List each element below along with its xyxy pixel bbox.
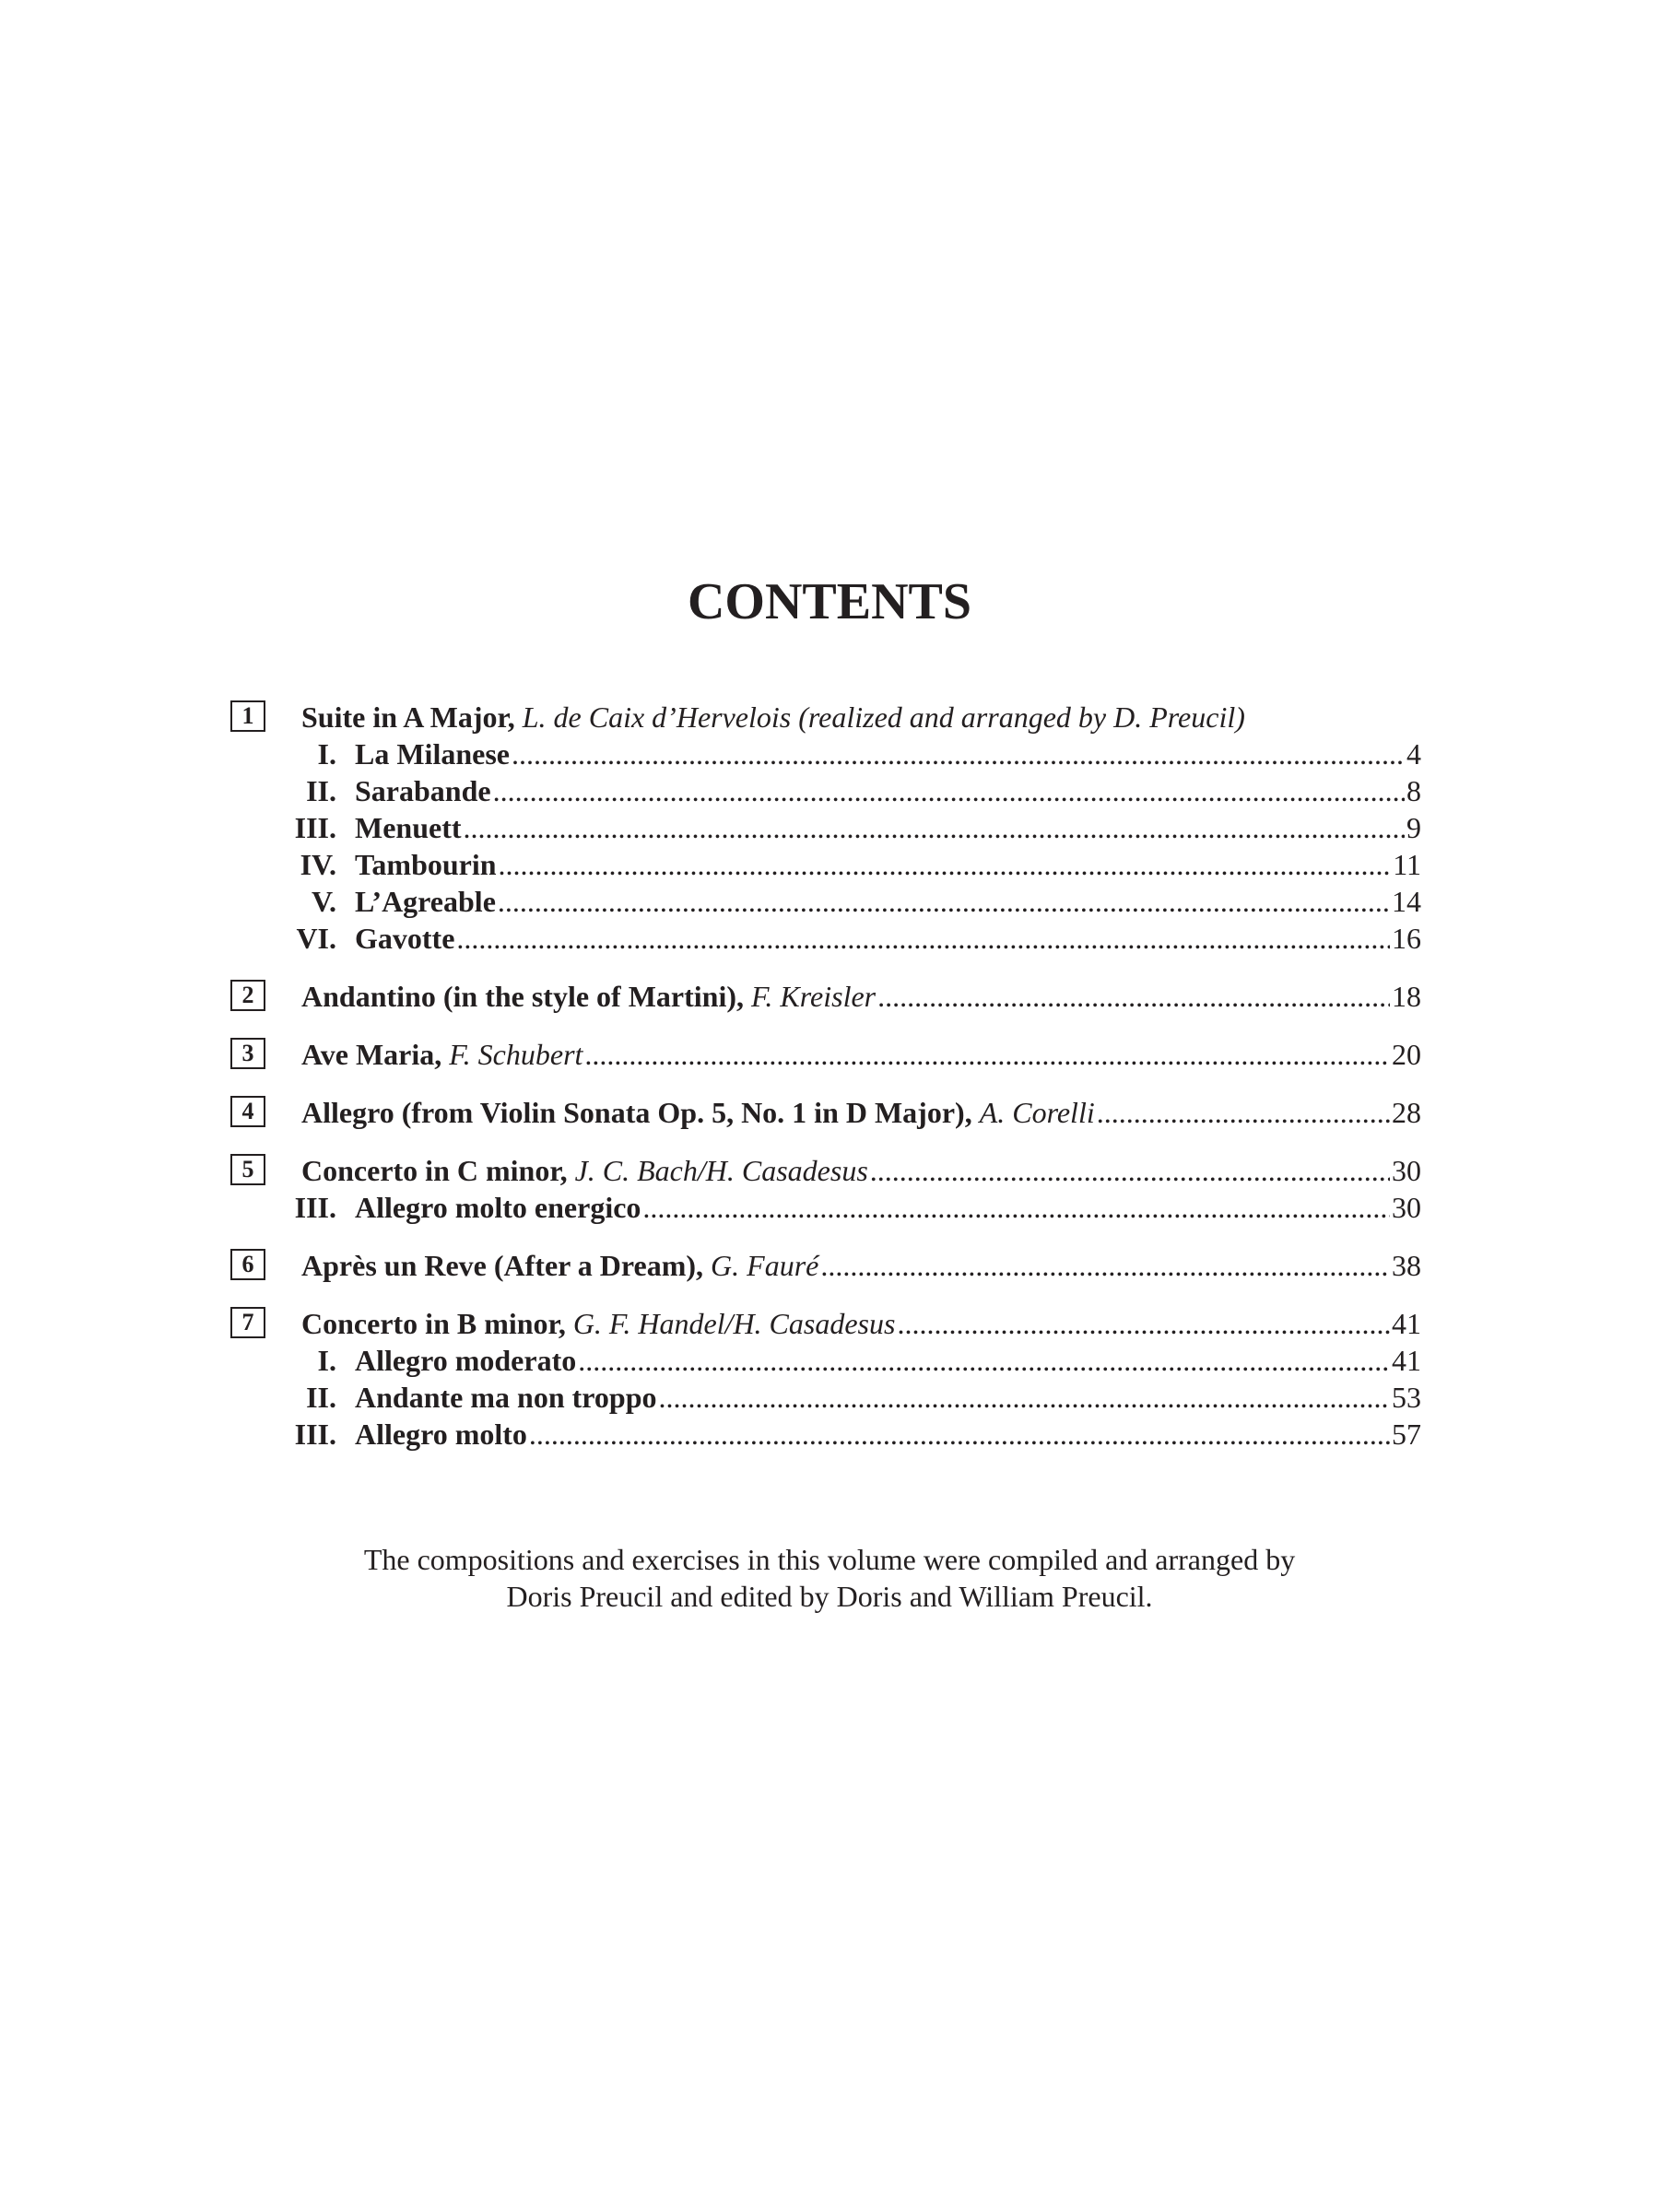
- piece-title: Ave Maria,: [301, 1038, 442, 1071]
- toc-entry: [230, 1036, 1421, 1073]
- dot-leader: [512, 735, 1405, 772]
- toc-entry: [230, 1152, 1421, 1226]
- movement-title: La Milanese: [355, 737, 510, 771]
- dot-leader: [464, 809, 1405, 846]
- movement-line[interactable]: [230, 809, 1421, 846]
- page-number: 30: [1392, 1154, 1421, 1187]
- dot-leader: [578, 1342, 1390, 1379]
- composer-name: F. Schubert: [449, 1038, 583, 1071]
- page-number: 16: [1392, 922, 1421, 955]
- composer-name: J. C. Bach/H. Casadesus: [574, 1154, 868, 1187]
- movement-title: Gavotte: [355, 922, 455, 955]
- entry-number-box: 3: [230, 1038, 265, 1069]
- page-number: 8: [1406, 774, 1421, 807]
- piece-title: Après un Reve (After a Dream),: [301, 1249, 704, 1282]
- entry-heading: [301, 1305, 895, 1342]
- composer-name: G. Fauré: [711, 1249, 819, 1282]
- toc-entry: [230, 1094, 1421, 1131]
- entry-heading: [301, 699, 1245, 735]
- movement-title: Menuett: [355, 811, 462, 844]
- entry-number-box: 7: [230, 1307, 265, 1338]
- page-number: 11: [1393, 848, 1421, 881]
- movement-line[interactable]: [230, 1189, 1421, 1226]
- composer-name: A. Corelli: [979, 1096, 1095, 1129]
- toc-entry-line[interactable]: [230, 978, 1421, 1015]
- movement-line[interactable]: [230, 1416, 1421, 1453]
- dot-leader: [493, 772, 1405, 809]
- toc-entry: [230, 1305, 1421, 1453]
- page-number: 20: [1392, 1038, 1421, 1071]
- page-number: 4: [1406, 737, 1421, 771]
- movement-numeral: I.: [317, 737, 336, 771]
- dot-leader: [870, 1152, 1390, 1189]
- movement-line[interactable]: [230, 920, 1421, 957]
- toc-entry-line[interactable]: [230, 1247, 1421, 1284]
- entry-heading: [301, 1036, 582, 1073]
- page-title: CONTENTS: [687, 573, 972, 630]
- movement-numeral: I.: [317, 1344, 336, 1377]
- movement-title: Allegro molto: [355, 1418, 527, 1451]
- movement-line[interactable]: [230, 1379, 1421, 1416]
- toc-entry-line[interactable]: [230, 1036, 1421, 1073]
- movement-title: Allegro moderato: [355, 1344, 577, 1377]
- toc-entry-line[interactable]: [230, 1152, 1421, 1189]
- movement-numeral: IV.: [300, 848, 336, 881]
- entry-number-box: 4: [230, 1096, 265, 1127]
- page-number: 18: [1392, 980, 1421, 1013]
- dot-leader: [877, 978, 1390, 1015]
- movement-numeral: III.: [294, 811, 336, 844]
- entry-heading: [301, 978, 876, 1015]
- dot-leader: [584, 1036, 1390, 1073]
- page-number: 14: [1392, 885, 1421, 918]
- movement-line[interactable]: [230, 846, 1421, 883]
- dot-leader: [1097, 1094, 1390, 1131]
- movement-title: Tambourin: [355, 848, 497, 881]
- table-of-contents: [230, 699, 1421, 1474]
- entry-heading: [301, 1247, 818, 1284]
- toc-entry-line[interactable]: [230, 1094, 1421, 1131]
- dot-leader: [642, 1189, 1390, 1226]
- composer-name: L. de Caix d’Hervelois (realized and arranged by D. Preucil): [522, 700, 1245, 734]
- movement-numeral: II.: [306, 1381, 336, 1414]
- movement-line[interactable]: [230, 735, 1421, 772]
- piece-title: Andantino (in the style of Martini),: [301, 980, 744, 1013]
- entry-number-box: 1: [230, 700, 265, 732]
- entry-heading: [301, 1152, 868, 1189]
- piece-title: Allegro (from Violin Sonata Op. 5, No. 1 in D Major),: [301, 1096, 972, 1129]
- movement-line[interactable]: [230, 1342, 1421, 1379]
- page-number: 53: [1392, 1381, 1421, 1414]
- dot-leader: [529, 1416, 1390, 1453]
- page-number: 41: [1392, 1307, 1421, 1340]
- movement-title: Allegro molto energico: [355, 1191, 641, 1224]
- movement-title: Andante ma non troppo: [355, 1381, 657, 1414]
- entry-heading: [301, 1094, 1095, 1131]
- movement-line[interactable]: [230, 883, 1421, 920]
- movement-numeral: II.: [306, 774, 336, 807]
- composer-name: F. Kreisler: [751, 980, 877, 1013]
- movement-title: Sarabande: [355, 774, 491, 807]
- dot-leader: [498, 883, 1390, 920]
- movement-line[interactable]: [230, 772, 1421, 809]
- page-number: 28: [1392, 1096, 1421, 1129]
- dot-leader: [499, 846, 1392, 883]
- dot-leader: [658, 1379, 1390, 1416]
- toc-entry-line[interactable]: [230, 1305, 1421, 1342]
- page-number: 57: [1392, 1418, 1421, 1451]
- toc-entry: [230, 978, 1421, 1015]
- toc-entry: [230, 1247, 1421, 1284]
- dot-leader: [897, 1305, 1390, 1342]
- movement-numeral: V.: [312, 885, 336, 918]
- movement-numeral: III.: [294, 1418, 336, 1451]
- page-number: 41: [1392, 1344, 1421, 1377]
- movement-numeral: VI.: [296, 922, 336, 955]
- composer-name: G. F. Handel/H. Casadesus: [572, 1307, 896, 1340]
- toc-entry: [230, 699, 1421, 957]
- piece-title: Suite in A Major,: [301, 700, 515, 734]
- dot-leader: [820, 1247, 1390, 1284]
- dot-leader: [456, 920, 1390, 957]
- note-line-2: Doris Preucil and edited by Doris and William Preucil.: [506, 1580, 1153, 1613]
- entry-number-box: 6: [230, 1249, 265, 1280]
- page-number: 38: [1392, 1249, 1421, 1282]
- page-number: 30: [1392, 1191, 1421, 1224]
- movement-title: L’Agreable: [355, 885, 496, 918]
- note-line-1: The compositions and exercises in this volume were compiled and arranged by: [363, 1543, 1296, 1576]
- piece-title: Concerto in B minor,: [301, 1307, 566, 1340]
- entry-number-box: 5: [230, 1154, 265, 1185]
- piece-title: Concerto in C minor,: [301, 1154, 568, 1187]
- entry-number-box: 2: [230, 980, 265, 1011]
- compilation-note: [0, 1541, 1659, 1615]
- movement-numeral: III.: [294, 1191, 336, 1224]
- page-number: 9: [1406, 811, 1421, 844]
- toc-entry-line[interactable]: [230, 699, 1421, 735]
